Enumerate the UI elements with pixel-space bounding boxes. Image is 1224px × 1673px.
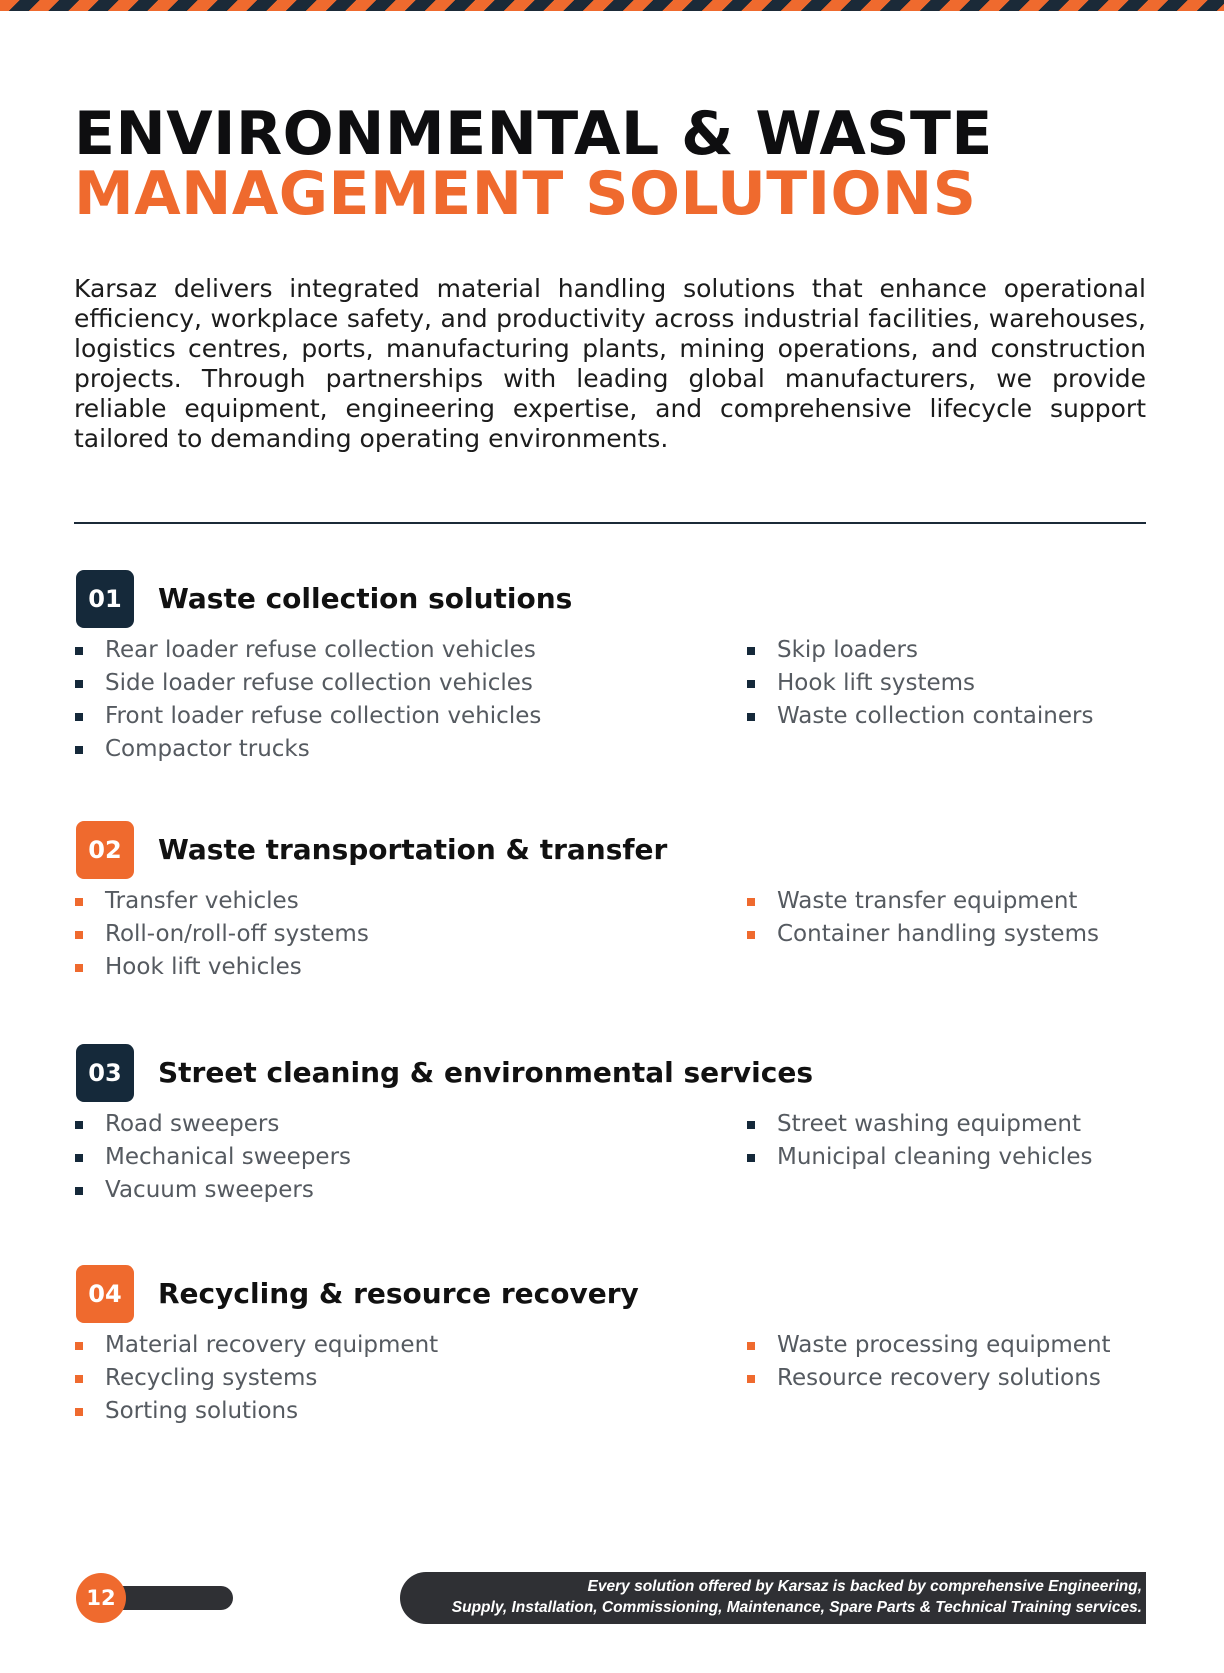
- item-list-left: [74, 885, 714, 984]
- square-bullet-icon: [747, 1154, 755, 1162]
- square-bullet-icon: [747, 1342, 755, 1350]
- section-number-badge: 04: [76, 1265, 134, 1323]
- section-waste-transportation: [74, 821, 1154, 980]
- section-number-badge: 03: [76, 1044, 134, 1102]
- list-item: [746, 1108, 1166, 1141]
- list-item-label: Waste collection containers: [777, 703, 1094, 729]
- list-item-label: Vacuum sweepers: [105, 1177, 314, 1203]
- list-item: [746, 1141, 1166, 1174]
- square-bullet-icon: [75, 898, 83, 906]
- list-item-label: Waste transfer equipment: [777, 888, 1078, 914]
- list-item: [74, 700, 714, 733]
- list-item: [746, 1329, 1166, 1362]
- square-bullet-icon: [75, 680, 83, 688]
- list-item-label: Road sweepers: [105, 1111, 280, 1137]
- list-item-label: Front loader refuse collection vehicles: [105, 703, 542, 729]
- item-list-right: [746, 1108, 1166, 1174]
- item-list-left: [74, 1329, 714, 1428]
- square-bullet-icon: [75, 1375, 83, 1383]
- square-bullet-icon: [747, 647, 755, 655]
- list-item-label: Municipal cleaning vehicles: [777, 1144, 1093, 1170]
- list-item-label: Mechanical sweepers: [105, 1144, 352, 1170]
- section-street-cleaning: [74, 1044, 1154, 1203]
- square-bullet-icon: [75, 1187, 83, 1195]
- item-list-left: [74, 1108, 714, 1207]
- list-item: [74, 1329, 714, 1362]
- list-item: [74, 885, 714, 918]
- square-bullet-icon: [747, 1375, 755, 1383]
- square-bullet-icon: [75, 647, 83, 655]
- section-title: Waste transportation & transfer: [158, 833, 668, 866]
- list-item-label: Sorting solutions: [105, 1398, 299, 1424]
- section-header: [74, 821, 1154, 879]
- list-item: [746, 918, 1166, 951]
- square-bullet-icon: [747, 1121, 755, 1129]
- square-bullet-icon: [747, 713, 755, 721]
- page-title-line-2: MANAGEMENT SOLUTIONS: [74, 159, 977, 229]
- list-item-label: Container handling systems: [777, 921, 1099, 947]
- page-title-line-1: ENVIRONMENTAL & WASTE: [74, 99, 993, 169]
- square-bullet-icon: [75, 713, 83, 721]
- page-number-badge: 12: [76, 1573, 126, 1623]
- square-bullet-icon: [747, 898, 755, 906]
- divider: [74, 522, 1146, 524]
- list-item: [74, 951, 714, 984]
- list-item: [74, 1174, 714, 1207]
- square-bullet-icon: [747, 680, 755, 688]
- list-item: [746, 1362, 1166, 1395]
- list-item: [746, 634, 1166, 667]
- list-item: [74, 1395, 714, 1428]
- square-bullet-icon: [75, 1342, 83, 1350]
- list-item: [74, 1362, 714, 1395]
- square-bullet-icon: [75, 964, 83, 972]
- list-item-label: Hook lift vehicles: [105, 954, 302, 980]
- square-bullet-icon: [75, 1121, 83, 1129]
- list-item: [746, 885, 1166, 918]
- list-item-label: Roll-on/roll-off systems: [105, 921, 369, 947]
- square-bullet-icon: [75, 931, 83, 939]
- list-item-label: Transfer vehicles: [105, 888, 299, 914]
- item-list-right: [746, 885, 1166, 951]
- item-list-right: [746, 1329, 1166, 1395]
- section-number-badge: 02: [76, 821, 134, 879]
- list-item-label: Hook lift systems: [777, 670, 976, 696]
- footer-note-line-2: Supply, Installation, Commissioning, Maintenance, Spare Parts & Technical Training services.: [451, 1599, 1142, 1616]
- square-bullet-icon: [75, 1408, 83, 1416]
- list-item-label: Skip loaders: [777, 637, 918, 663]
- item-list-right: [746, 634, 1166, 733]
- section-title: Waste collection solutions: [158, 582, 573, 615]
- list-item-label: Recycling systems: [105, 1365, 318, 1391]
- list-item-label: Material recovery equipment: [105, 1332, 439, 1358]
- section-header: [74, 1265, 1154, 1323]
- list-item: [746, 667, 1166, 700]
- section-header: [74, 1044, 1154, 1102]
- section-title: Recycling & resource recovery: [158, 1277, 639, 1310]
- list-item-label: Resource recovery solutions: [777, 1365, 1101, 1391]
- page-title: [74, 99, 993, 229]
- section-header: [74, 570, 1154, 628]
- item-list-left: [74, 634, 714, 766]
- list-item-label: Compactor trucks: [105, 736, 310, 762]
- intro-paragraph: Karsaz delivers integrated material handling solutions that enhance operational efficiency, workplace safety, and productivity across industrial facilities, warehouses, logistics centres, ports, manufacturing plants, mining operations, and construction projects. Through partnerships with leading global manufacturers, we provide reliable equipment, engineering expertise, and comprehensive lifecycle support tailored to demanding operating environments.: [74, 274, 1146, 453]
- section-recycling: [74, 1265, 1154, 1424]
- list-item-label: Side loader refuse collection vehicles: [105, 670, 533, 696]
- footer-note-line-1: Every solution offered by Karsaz is backed by comprehensive Engineering,: [587, 1578, 1142, 1595]
- section-number-badge: 01: [76, 570, 134, 628]
- list-item: [74, 1108, 714, 1141]
- list-item-label: Waste processing equipment: [777, 1332, 1111, 1358]
- section-waste-collection: [74, 570, 1154, 762]
- list-item: [74, 1141, 714, 1174]
- list-item: [746, 700, 1166, 733]
- list-item-label: Rear loader refuse collection vehicles: [105, 637, 536, 663]
- list-item: [74, 733, 714, 766]
- footer-note-banner: [400, 1572, 1146, 1624]
- square-bullet-icon: [75, 1154, 83, 1162]
- list-item: [74, 634, 714, 667]
- square-bullet-icon: [75, 746, 83, 754]
- hazard-stripe-banner: [0, 0, 1224, 11]
- list-item: [74, 918, 714, 951]
- section-title: Street cleaning & environmental services: [158, 1056, 814, 1089]
- square-bullet-icon: [747, 931, 755, 939]
- list-item: [74, 667, 714, 700]
- list-item-label: Street washing equipment: [777, 1111, 1082, 1137]
